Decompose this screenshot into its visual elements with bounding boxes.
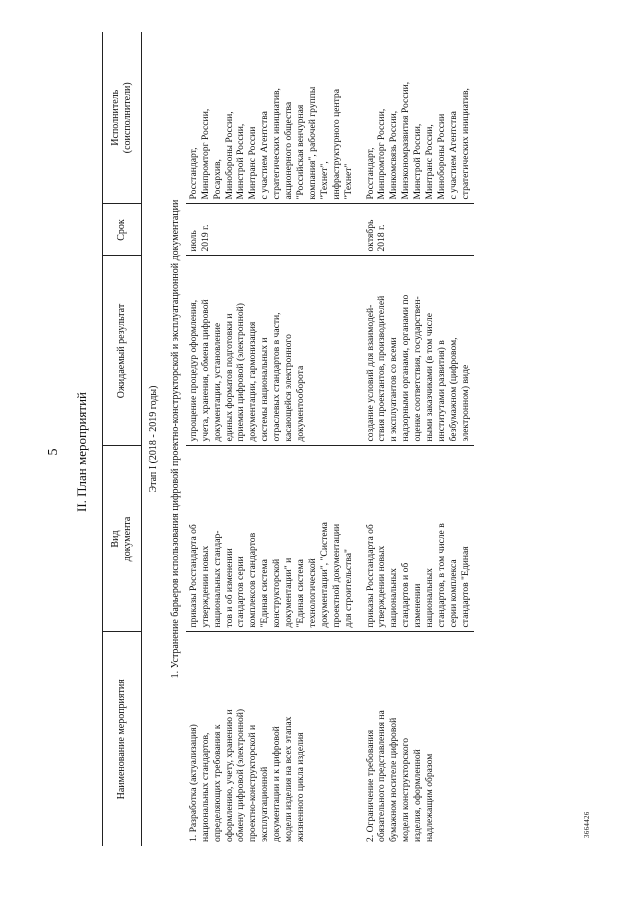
header-doc-type: Вид документа bbox=[103, 446, 142, 632]
table-row bbox=[357, 32, 474, 846]
row-result: упрощение процедур оформления, учета, хранения, обмена цифровой документации, установление единых форматов подготовки и приемки цифровой (электронной) документации, гармонизация системы национальных и отраслевых стандартов в части, касающейся электронного документооборота bbox=[186, 256, 357, 446]
subsection-title: 1. Устранение барьеров использования цифровой проектно-конструкторской и эксплуатационной документации bbox=[169, 199, 181, 679]
subsection-row bbox=[166, 32, 186, 846]
table-header-row bbox=[103, 32, 142, 846]
row-doc-type: приказы Росстандарта об утверждении новых национальных стандар- тов и об изменении стандартов серии комплексов стандартов "Единая система конструкторской документации" и "Единая система технологической документации", "Система проектной документации для строительства" bbox=[186, 446, 357, 632]
header-deadline: Срок bbox=[103, 204, 142, 256]
header-result: Ожидаемый результат bbox=[103, 256, 142, 446]
rotated-document bbox=[40, 32, 600, 872]
header-name: Наименование мероприятия bbox=[103, 632, 142, 846]
row-deadline: июль 2019 г. bbox=[186, 204, 357, 256]
row-doc-type: приказы Росстандарта об утверждении новых национальных стандартов и об изменении национальных стандартов, в том числе в серии комплекса стандартов "Единая bbox=[357, 446, 474, 632]
page-number: 5 bbox=[46, 448, 61, 456]
stage-title: Этап I (2018 - 2019 годы) bbox=[148, 385, 159, 493]
row-executor: Росстандарт, Минпромторг России, Минкомсвязь России, Минэкономразвития России, Минстрой России, Минтранс России, Минобороны России с участием Агентства стратегических инициатив, bbox=[357, 32, 474, 204]
row-deadline: октябрь 2018 г. bbox=[357, 204, 474, 256]
stage-row bbox=[142, 32, 166, 846]
document-code: 3664426 bbox=[583, 811, 591, 838]
section-title: II. План мероприятий bbox=[74, 392, 89, 512]
row-result: создание условий для взаимодей- ствия проектантов, производителей и эксплуатантов со всеми надзорными органами, органами по оценке соответствия, государствен- ными заказчиками (в том числе институтами развития) в безбумажном (цифровом, электронном) виде bbox=[357, 256, 474, 446]
row-name: 1. Разработка (актуализация) национальных стандартов, определяющих требования к оформлению, учету, хранению и обмену цифровой (электронной) проектно-конструкторской и эксплуатационной документации и к цифровой модели изделия на всех этапах жизненного цикла изделия bbox=[187, 708, 306, 842]
row-executor: Росстандарт, Минпромторг России, Росархив, Минобороны России, Минстрой России, Минтранс России с участием Агентства стратегических инициатив, акционерного общества "Российская венчурная компания", рабочей группы "Технет", инфраструктурного центра "Технет" bbox=[186, 32, 357, 204]
header-executor: Исполнитель (соисполнители) bbox=[103, 32, 142, 204]
plan-table bbox=[102, 32, 474, 846]
table-row bbox=[186, 32, 357, 846]
row-name: 2. Ограничение требования обязательного представления на бумажном носителе цифровой модели конструкторского изделия, оформленной надлежащим образом bbox=[364, 710, 436, 842]
